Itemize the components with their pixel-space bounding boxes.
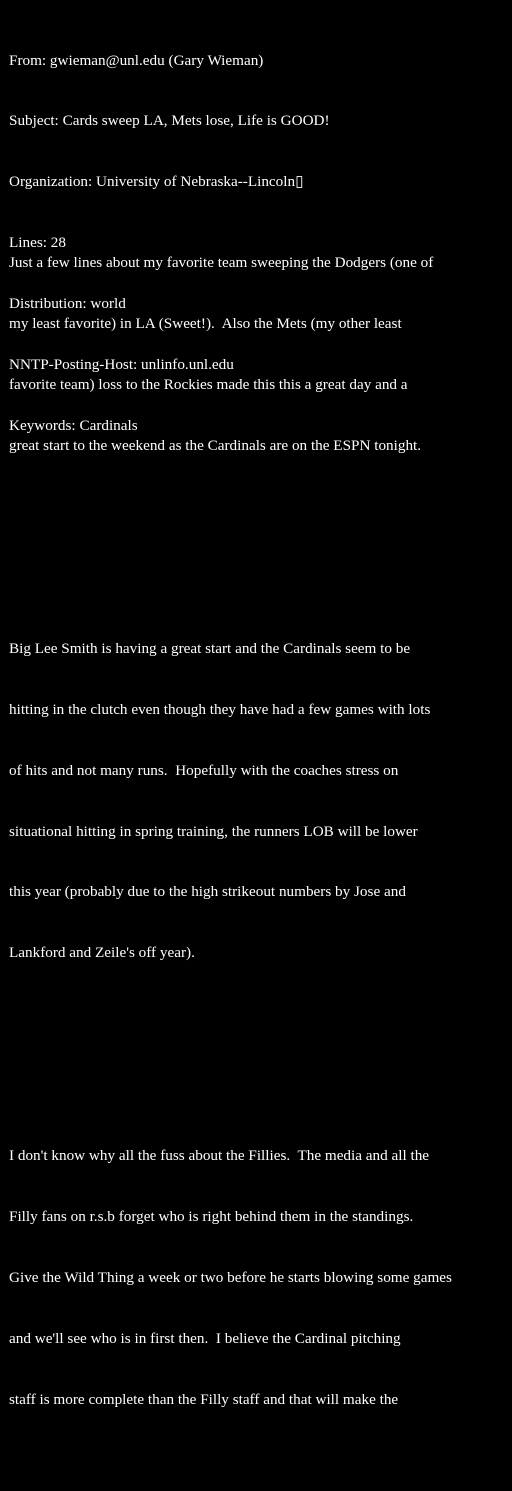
body-line: my least favorite) in LA (Sweet!). Also the Mets (my other least [9, 315, 402, 333]
body-line: staff is more complete than the Filly staff and that will make the [9, 1390, 399, 1408]
body-line: and we'll see who is in first then. I believe the Cardinal pitching [9, 1329, 401, 1347]
header-lines: Lines: 28 [9, 234, 66, 252]
body-paragraph-3 [9, 1106, 452, 1451]
body-paragraph-2 [9, 598, 452, 1004]
body-line: this year (probably due to the high strikeout numbers by Jose and [9, 883, 406, 901]
body-line: great start to the weekend as the Cardinals are on the ESPN tonight. [9, 436, 422, 454]
body-line: Filly fans on r.s.b forget who is right behind them in the standings. [9, 1208, 414, 1226]
body-line: situational hitting in spring training, the runners LOB will be lower [9, 822, 418, 840]
body-line: Lankford and Zeile's off year). [9, 944, 195, 962]
paragraph-spacer [9, 537, 452, 557]
header-from: From: gwieman@unl.edu (Gary Wieman) [9, 51, 264, 69]
body-line: Give the Wild Thing a week or two before he starts blowing some games [9, 1269, 452, 1287]
body-line: of hits and not many runs. Hopefully with the coaches stress on [9, 761, 399, 779]
body-line: I don't know why all the fuss about the Fillies. The media and all the [9, 1147, 430, 1165]
header-nntp-posting-host: NNTP-Posting-Host: unlinfo.unl.edu [9, 356, 234, 374]
body-line: Big Lee Smith is having a great start and the Cardinals seem to be [9, 639, 411, 657]
body-line: Just a few lines about my favorite team sweeping the Dodgers (one of [9, 254, 434, 272]
message-body [9, 172, 452, 1491]
paragraph-spacer [9, 1045, 452, 1065]
body-line: favorite team) loss to the Rockies made this this a great day and a [9, 375, 408, 393]
body-paragraph-1 [9, 213, 452, 497]
header-subject: Subject: Cards sweep LA, Mets lose, Life is GOOD! [9, 112, 330, 130]
header-distribution: Distribution: world [9, 295, 126, 313]
body-line: hitting in the clutch even though they have had a few games with lots [9, 700, 431, 718]
header-keywords: Keywords: Cardinals [9, 416, 138, 434]
header-organization: Organization: University of Nebraska--Lincoln▯ [9, 173, 304, 191]
